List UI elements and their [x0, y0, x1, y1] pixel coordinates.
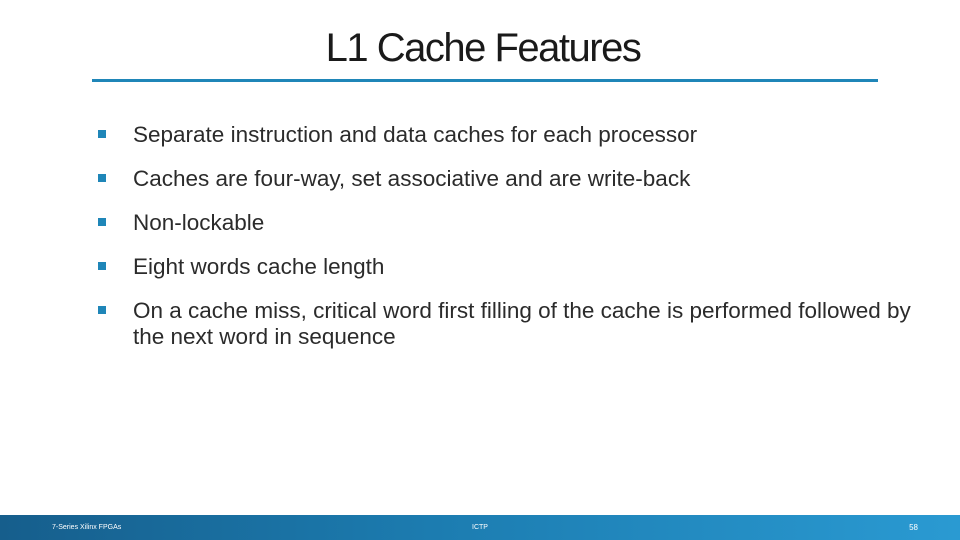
square-bullet-icon — [98, 130, 106, 138]
footer-left-text: 7-Series Xilinx FPGAs — [52, 524, 122, 531]
bullet-text: On a cache miss, critical word first filling of the cache is performed followed by the next word in sequence — [133, 298, 911, 349]
bullet-text: Caches are four-way, set associative and are write-back — [133, 166, 691, 191]
bullet-text: Separate instruction and data caches for each processor — [133, 122, 698, 147]
footer-bar — [0, 515, 960, 540]
title-underline — [92, 79, 878, 82]
square-bullet-icon — [98, 306, 106, 314]
bullet-list — [98, 122, 918, 368]
bullet-text: Eight words cache length — [133, 254, 385, 279]
bullet-item — [98, 210, 918, 236]
bullet-item — [98, 254, 918, 280]
bullet-item — [98, 122, 918, 148]
bullet-text: Non-lockable — [133, 210, 265, 235]
square-bullet-icon — [98, 218, 106, 226]
square-bullet-icon — [98, 262, 106, 270]
slide-title: L1 Cache Features — [325, 26, 641, 70]
footer-center-text: ICTP — [472, 524, 488, 531]
page-number: 58 — [909, 523, 918, 532]
square-bullet-icon — [98, 174, 106, 182]
bullet-item — [98, 298, 918, 350]
bullet-item — [98, 166, 918, 192]
